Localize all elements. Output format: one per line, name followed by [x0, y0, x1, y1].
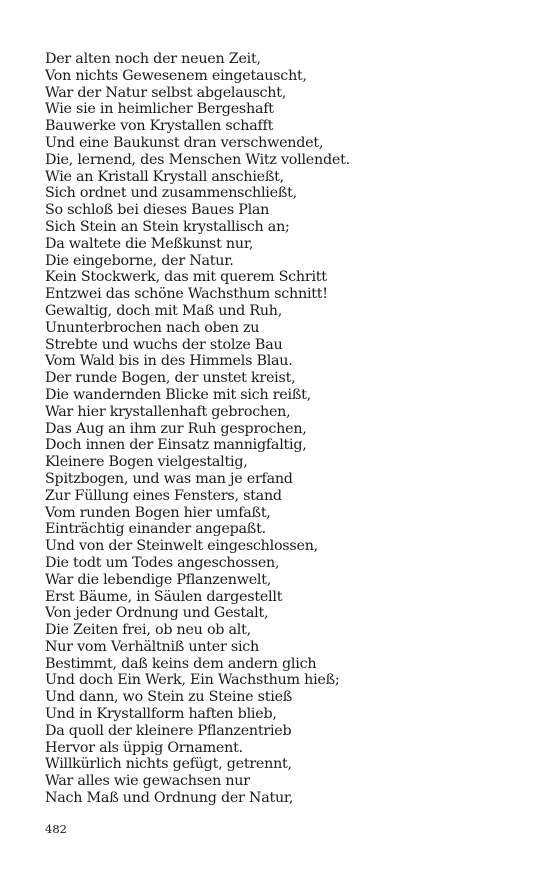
poem-line: Hervor als üppig Ornament. — [45, 739, 243, 756]
poem-line: Und dann, wo Stein zu Steine stieß — [45, 689, 293, 706]
page-number: 482 — [45, 822, 67, 836]
poem-line: Da waltete die Meßkunst nur, — [45, 235, 254, 252]
poem-line: Und doch Ein Werk, Ein Wachsthum hieß; — [45, 672, 340, 689]
poem-line: Die eingeborne, der Natur. — [45, 252, 234, 269]
poem-line: Zur Füllung eines Fensters, stand — [45, 487, 282, 504]
poem-line: Die Zeiten frei, ob neu ob alt, — [45, 622, 251, 639]
poem-line: Bauwerke von Krystallen schafft — [45, 118, 274, 135]
poem-line: Die wandernden Blicke mit sich reißt, — [45, 386, 311, 403]
poem-line: Sich Stein an Stein krystallisch an; — [45, 218, 290, 235]
poem-line: Spitzbogen, und was man je erfand — [45, 470, 293, 487]
poem-line: Der runde Bogen, der unstet kreist, — [45, 370, 296, 387]
poem-line: Kleinere Bogen vielgestaltig, — [45, 454, 248, 471]
poem-line: Sich ordnet und zusammenschließt, — [45, 185, 297, 202]
poem-line: Von nichts Gewesenem eingetauscht, — [45, 67, 307, 84]
poem-line: Der alten noch der neuen Zeit, — [45, 51, 261, 67]
poem-line: Entzwei das schöne Wachsthum schnitt! — [45, 286, 328, 303]
poem-line: Doch innen der Einsatz mannigfaltig, — [45, 437, 307, 454]
poem-line: Da quoll der kleinere Pflanzentrieb — [45, 722, 292, 739]
poem-line: Und von der Steinwelt eingeschlossen, — [45, 538, 318, 555]
poem-line: Willkürlich nichts gefügt, getrennt, — [45, 756, 292, 773]
poem-line: War alles wie gewachsen nur — [45, 773, 250, 790]
poem-line: So schloß bei dieses Baues Plan — [45, 202, 270, 219]
poem-line: Und in Krystallform haften blieb, — [45, 706, 277, 723]
poem-line: Kein Stockwerk, das mit querem Schritt — [45, 269, 327, 286]
poem-line: Wie sie in heimlicher Bergeshaft — [45, 101, 274, 118]
poem-line: War hier krystallenhaft gebrochen, — [45, 403, 291, 420]
poem-line: Strebte und wuchs der stolze Bau — [45, 336, 283, 353]
poem-line: Die, lernend, des Menschen Witz vollendet. — [45, 151, 350, 168]
poem-line: War der Natur selbst abgelauscht, — [45, 84, 287, 101]
poem-line: Vom runden Bogen hier umfaßt, — [45, 504, 271, 521]
poem-line: Bestimmt, daß keins dem andern glich — [45, 655, 317, 672]
poem-line: Wie an Kristall Krystall anschießt, — [45, 168, 284, 185]
poem-line: Das Aug an ihm zur Ruh gesprochen, — [45, 420, 307, 437]
poem-line: Gewaltig, doch mit Maß und Ruh, — [45, 302, 283, 319]
poem-line: Die todt um Todes angeschossen, — [45, 554, 280, 571]
poem-line: War die lebendige Pflanzenwelt, — [45, 571, 272, 588]
poem-line: Nach Maß und Ordnung der Natur, — [45, 790, 294, 807]
poem-line: Ununterbrochen nach oben zu — [45, 319, 260, 336]
poem-line: Erst Bäume, in Säulen dargestellt — [45, 588, 283, 605]
poem-line: Nur vom Verhältniß unter sich — [45, 638, 259, 655]
poem-line: Und eine Baukunst dran verschwendet, — [45, 134, 324, 151]
poem-line: Von jeder Ordnung und Gestalt, — [45, 605, 269, 622]
poem-text — [45, 51, 350, 807]
poem-line: Vom Wald bis in des Himmels Blau. — [45, 353, 293, 370]
poem-line: Einträchtig einander angepaßt. — [45, 521, 266, 538]
